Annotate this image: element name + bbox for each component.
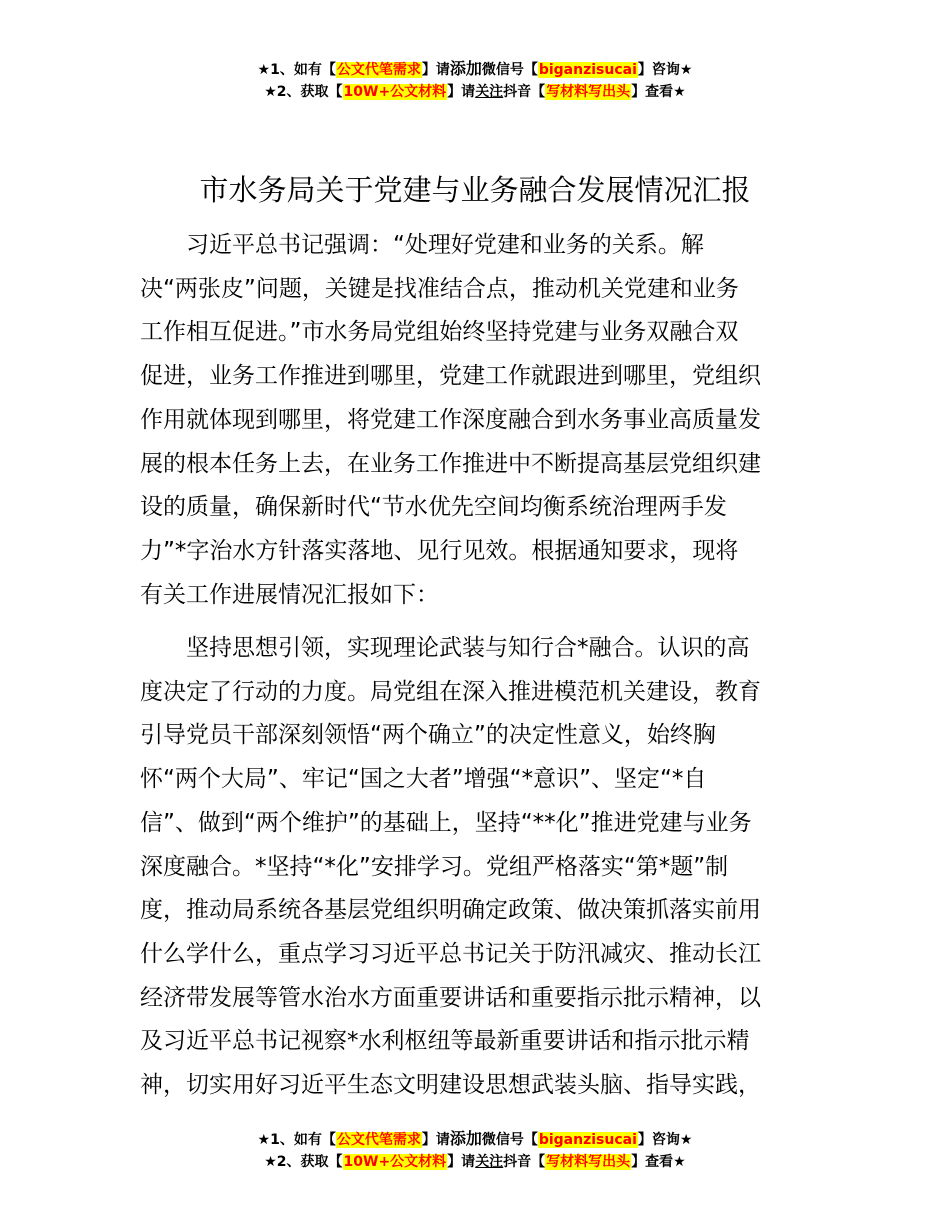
text-line: 及习近平总书记视察*水利枢纽等最新重要讲话和指示批示精 [140, 1028, 750, 1055]
text-line: 促进，业务工作推进到哪里，党建工作就跟进到哪里，党组织 [140, 363, 761, 390]
text-line: 作用就体现到哪里，将党建工作深度融合到水务事业高质量发 [140, 406, 761, 433]
text-line: 习近平总书记强调：“处理好党建和业务的关系。解 [140, 232, 704, 258]
text-line: 工作相互促进。”市水务局党组始终坚持党建与业务双融合双 [140, 319, 739, 346]
paragraph-2 [140, 627, 812, 1108]
banner-line-2: ★2、获取【10W+公文材料】请关注抖音【写材料写出头】查看★ [264, 84, 686, 100]
text-line: 力”*字治水方针落实落地、见行见效。根据通知要求，现将 [140, 537, 739, 564]
text-line: 决“两张皮”问题，关键是找准结合点，推动机关党建和业务 [140, 275, 739, 302]
text-line: 信”、做到“两个维护”的基础上，坚持“**化”推进党建与业务 [140, 809, 752, 836]
text-line: 引导党员干部深刻领悟“两个确立”的决定性意义，始终胸 [140, 722, 716, 749]
text-line: 深度融合。*坚持“*化”安排学习。党组严格落实“第*题”制 [140, 853, 729, 880]
text-line: 什么学什么，重点学习习近平总书记关于防汛减灾、推动长江 [140, 940, 761, 967]
footer-banner [0, 1128, 950, 1173]
document-title: 市水务局关于党建与业务融合发展情况汇报 [199, 173, 751, 207]
text-line: 经济带发展等管水治水方面重要讲话和重要指示批示精神，以 [140, 984, 761, 1011]
banner-line-1: ★1、如有【公文代笔需求】请添加微信号【biganzisucai】咨询★ [257, 1129, 693, 1148]
paragraph-1 [140, 224, 812, 617]
text-line: 度决定了行动的力度。局党组在深入推进模范机关建设，教育 [140, 678, 761, 705]
banner-line-2: ★2、获取【10W+公文材料】请关注抖音【写材料写出头】查看★ [264, 1154, 686, 1170]
text-line: 神，切实用好习近平生态文明建设思想武装头脑、指导实践， [140, 1072, 761, 1099]
text-line: 怀“两个大局”、牢记“国之大者”增强“*意识”、坚定“*自 [140, 766, 707, 793]
text-line: 度，推动局系统各基层党组织明确定政策、做决策抓落实前用 [140, 897, 761, 924]
text-line: 设的质量，确保新时代“节水优先空间均衡系统治理两手发 [140, 494, 727, 521]
text-line: 坚持思想引领，实现理论武装与知行合*融合。认识的高 [140, 635, 750, 661]
text-line: 展的根本任务上去，在业务工作推进中不断提高基层党组织建 [140, 450, 761, 477]
text-line: 有关工作进展情况汇报如下： [140, 581, 439, 608]
header-banner [0, 58, 950, 103]
banner-line-1: ★1、如有【公文代笔需求】请添加微信号【biganzisucai】咨询★ [257, 59, 693, 78]
